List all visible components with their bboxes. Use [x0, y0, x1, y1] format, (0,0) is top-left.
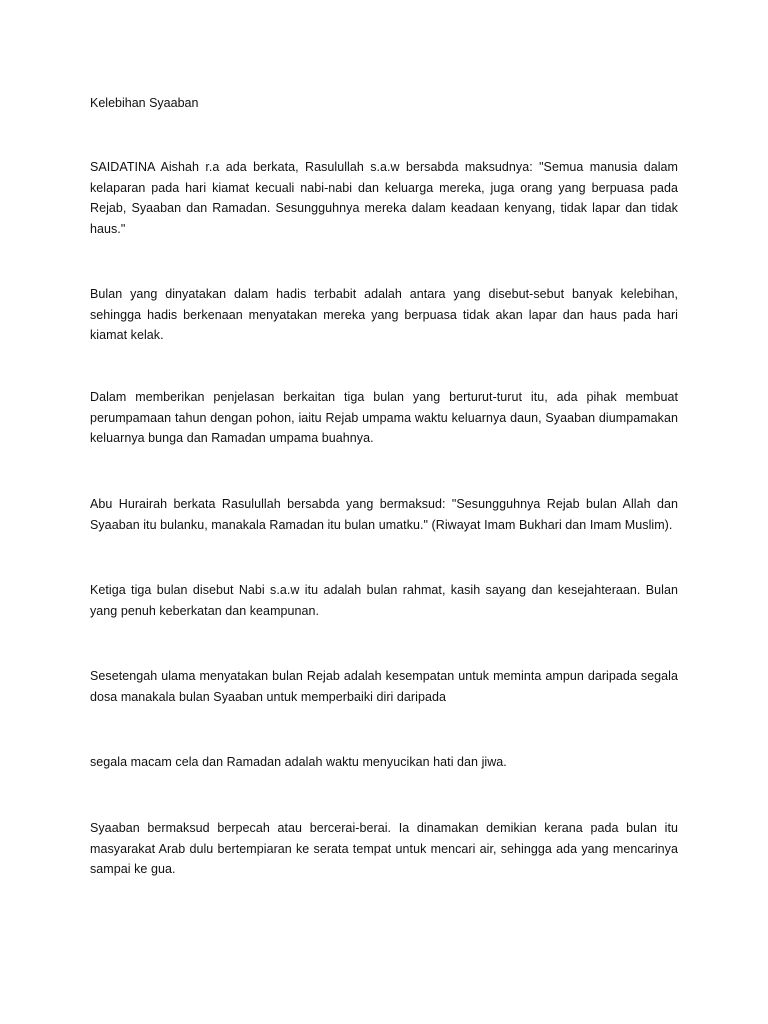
paragraph-month-virtue: Bulan yang dinyatakan dalam hadis terbabit adalah antara yang disebut-sebut banyak kelebihan, sehingga hadis berkenaan menyatakan mereka yang berpuasa tidak akan lapar dan haus pada hari kiamat kelak. [90, 287, 678, 342]
paragraph-aishah-hadith: SAIDATINA Aishah r.a ada berkata, Rasulullah s.a.w bersabda maksudnya: "Semua manusia dalam kelaparan pada hari kiamat kecuali nabi-nabi dan keluarga mereka, juga orang yang berpuasa pada Rejab, Syaaban dan Ramadan. Sesungguhnya mereka dalam keadaan kenyang, tidak lapar dan tidak haus." [90, 160, 678, 236]
document-page [90, 0, 678, 1024]
paragraph-ulama-view-continued: segala macam cela dan Ramadan adalah waktu menyucikan hati dan jiwa. [90, 755, 507, 769]
paragraph-three-months: Ketiga tiga bulan disebut Nabi s.a.w itu adalah bulan rahmat, kasih sayang dan kesejahteraan. Bulan yang penuh keberkatan dan keampunan. [90, 583, 678, 618]
paragraph-ulama-view: Sesetengah ulama menyatakan bulan Rejab adalah kesempatan untuk meminta ampun daripada segala dosa manakala bulan Syaaban untuk memperbaiki diri daripada [90, 669, 678, 704]
paragraph-tree-analogy: Dalam memberikan penjelasan berkaitan tiga bulan yang berturut-turut itu, ada pihak membuat perumpamaan tahun dengan pohon, iaitu Rejab umpama waktu keluarnya daun, Syaaban diumpamakan keluarnya bunga dan Ramadan umpama buahnya. [90, 390, 678, 445]
paragraph-abu-hurairah-hadith: Abu Hurairah berkata Rasulullah bersabda yang bermaksud: "Sesungguhnya Rejab bulan Allah dan Syaaban itu bulanku, manakala Ramadan itu bulan umatku." (Riwayat Imam Bukhari dan Imam Muslim). [90, 497, 678, 532]
document-title: Kelebihan Syaaban [90, 96, 199, 110]
paragraph-syaaban-meaning: Syaaban bermaksud berpecah atau bercerai-berai. Ia dinamakan demikian kerana pada bulan itu masyarakat Arab dulu bertempiaran ke serata tempat untuk mencari air, sehingga ada yang mencarinya sampai ke gua. [90, 821, 678, 876]
